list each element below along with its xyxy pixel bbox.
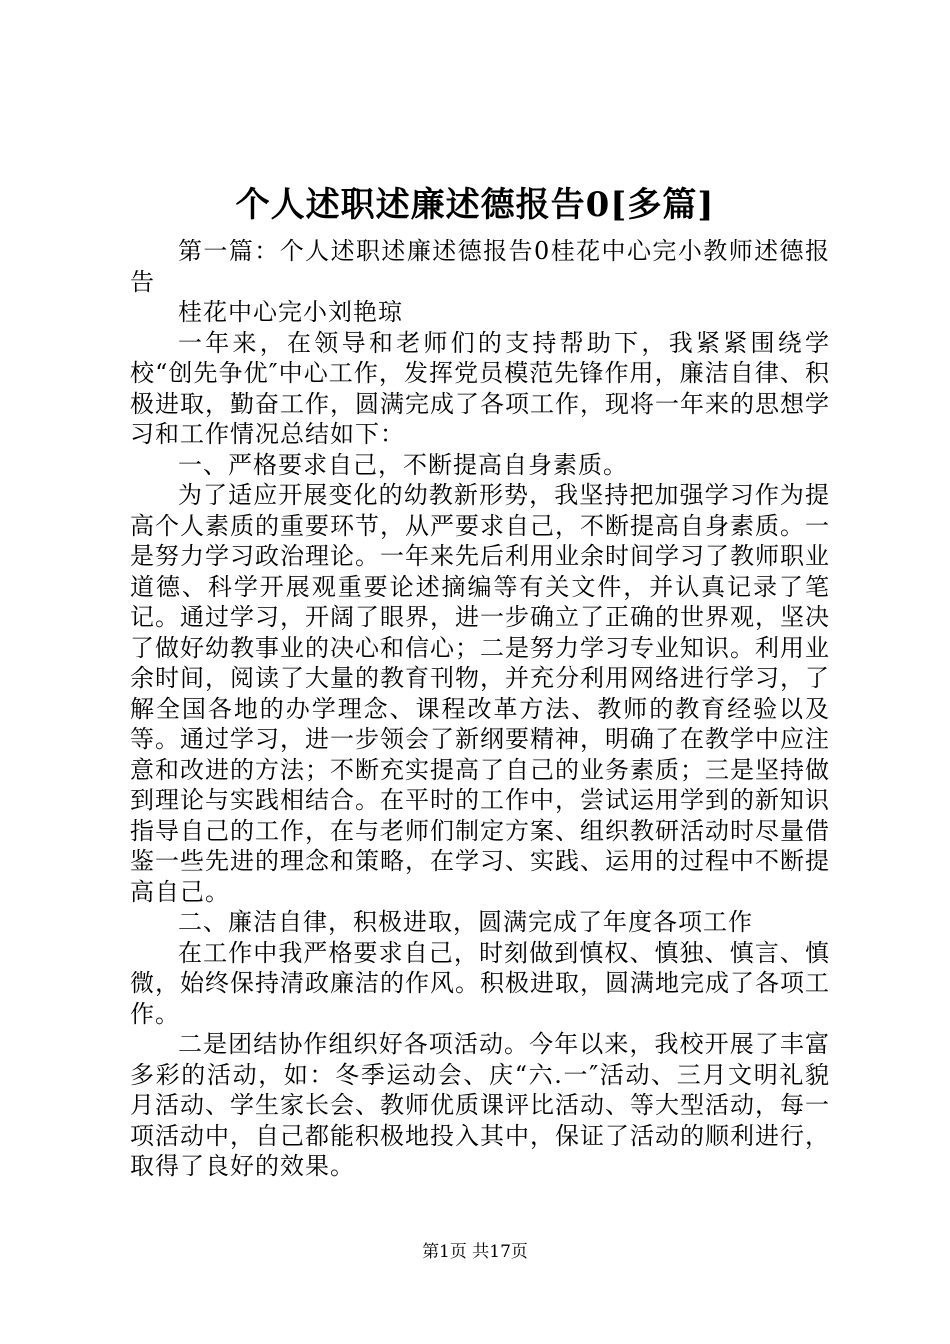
document-body (130, 236, 830, 1182)
paragraph-section-2-body: 在工作中我严格要求自己，时刻做到慎权、慎独、慎言、慎微，始终保持清政廉洁的作风。积极进取，圆满地完成了各项工作。 (130, 938, 830, 1028)
page-number-footer: 第1页 共17页 (422, 1242, 528, 1262)
paragraph-chapter-heading: 第一篇：个人述职述廉述德报告0桂花中心完小教师述德报告 (130, 237, 830, 296)
paragraph-section-1-heading: 一、严格要求自己，不断提高自身素质。 (178, 450, 628, 479)
paragraph-intro: 一年来，在领导和老师们的支持帮助下，我紧紧围绕学校“创先争优″中心工作，发挥党员模范先锋作用，廉洁自律、积极进取，勤奋工作，圆满完成了各项工作，现将一年来的思想学习和工作情况总结如下： (130, 328, 830, 448)
document-title: 个人述职述廉述德报告0[多篇] (235, 185, 715, 225)
paragraph-author: 桂花中心完小刘艳琼 (178, 298, 403, 326)
paragraph-activities: 二是团结协作组织好各项活动。今年以来，我校开展了丰富多彩的活动，如：冬季运动会、庆“六.一″活动、三月文明礼貌月活动、学生家长会、教师优质课评比活动、等大型活动，每一项活动中，自己都能积极地投入其中，保证了活动的顺利进行，取得了良好的效果。 (130, 1030, 830, 1180)
paragraph-section-2-heading: 二、廉洁自律，积极进取，圆满完成了年度各项工作 (178, 908, 753, 936)
paragraph-section-1-body: 为了适应开展变化的幼教新形势，我坚持把加强学习作为提高个人素质的重要环节，从严要求自己，不断提高自身素质。一是努力学习政治理论。一年来先后利用业余时间学习了教师职业道德、科学开展观重要论述摘编等有关文件，并认真记录了笔记。通过学习，开阔了眼界，进一步确立了正确的世界观，坚决了做好幼教事业的决心和信心；二是努力学习专业知识。利用业余时间，阅读了大量的教育刊物，并充分利用网络进行学习，了解全国各地的办学理念、课程改革方法、教师的教育经验以及等。通过学习，进一步领会了新纲要精神，明确了在教学中应注意和改进的方法；不断充实提高了自己的业务素质；三是坚持做到理论与实践相结合。在平时的工作中，尝试运用学到的新知识指导自己的工作，在与老师们制定方案、组织教研活动时尽量借鉴一些先进的理念和策略，在学习、实践、运用的过程中不断提高自己。 (130, 481, 830, 906)
